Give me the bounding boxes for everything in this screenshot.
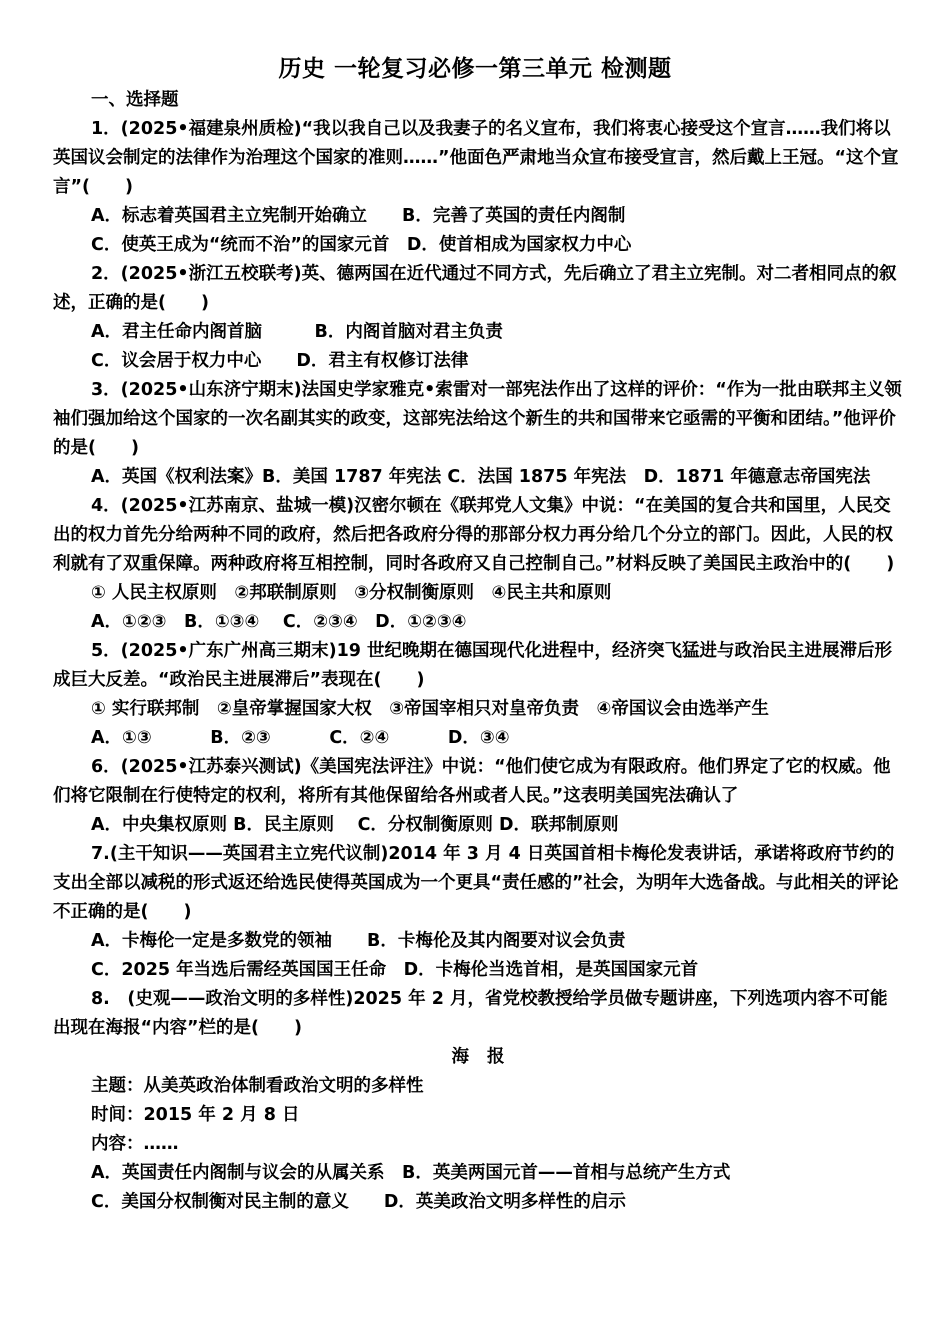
- question-3-stem: 3．(2025•山东济宁期末)法国史学家雅克•索雷对一部宪法作出了这样的评价：“作为一批由联邦主义领袖们强加给这个国家的一次名副其实的政变，这部宪法给这个新生的共和国带来它亟需的平衡和团结。”他评价的是( ): [53, 380, 902, 458]
- question-8-options-cd: C．美国分权制衡对民主制的意义 D．英美政治文明多样性的启示: [91, 1192, 626, 1212]
- poster-time: 时间：2015 年 2 月 8 日: [91, 1105, 300, 1125]
- question-5-options: A．①③ B．②③ C．②④ D．③④: [91, 728, 510, 748]
- question-6-options: A．中央集权原则 B．民主原则 C．分权制衡原则 D．联邦制原则: [91, 815, 619, 835]
- question-7-stem: 7.(主干知识——英国君主立宪代议制)2014 年 3 月 4 日英国首相卡梅伦发表讲话，承诺将政府节约的支出全部以减税的形式返还给选民使得英国成为一个更具“责任感的”社会，为明年大选备战。与此相关的评论不正确的是( ): [53, 844, 899, 922]
- question-4-options: A．①②③ B．①③④ C．②③④ D．①②③④: [91, 612, 467, 632]
- question-1-options-ab: A．标志着英国君主立宪制开始确立 B．完善了英国的责任内阁制: [91, 206, 626, 226]
- question-list: [53, 86, 903, 1217]
- question-2-options-cd: C．议会居于权力中心 D．君主有权修订法律: [91, 351, 469, 371]
- question-2-options-ab: A．君主任命内阁首脑 B．内阁首脑对君主负责: [91, 322, 503, 342]
- section-heading: 一、选择题: [91, 90, 179, 110]
- poster-title: 海报: [451, 1047, 523, 1067]
- question-8-options-ab: A．英国责任内阁制与议会的从属关系 B．英美两国元首——首相与总统产生方式: [91, 1163, 731, 1183]
- question-1-stem: 1．(2025•福建泉州质检)“我以我自己以及我妻子的名义宣布，我们将衷心接受这个宣言……我们将以英国议会制定的法律作为治理这个国家的准则……”他面色严肃地当众宣布接受宣言，然后戴上王冠。“这个宣言”( ): [53, 119, 899, 197]
- question-2-stem: 2．(2025•浙江五校联考)英、德两国在近代通过不同方式，先后确立了君主立宪制。对二者相同点的叙述，正确的是( ): [53, 264, 897, 313]
- question-7-options-cd: C．2025 年当选后需经英国国王任命 D．卡梅伦当选首相，是英国国家元首: [91, 960, 699, 980]
- page-title: 历史 一轮复习必修一第三单元 检测题: [278, 56, 672, 82]
- poster-content: 内容：……: [91, 1134, 179, 1154]
- poster-theme: 主题：从美英政治体制看政治文明的多样性: [91, 1076, 424, 1096]
- question-7-options-ab: A．卡梅伦一定是多数党的领袖 B．卡梅伦及其内阁要对议会负责: [91, 931, 626, 951]
- question-3-options: A．英国《权利法案》B．美国 1787 年宪法 C．法国 1875 年宪法 D．1871 年德意志帝国宪法: [91, 467, 871, 487]
- question-4-stem: 4．(2025•江苏南京、盐城一模)汉密尔顿在《联邦党人文集》中说：“在美国的复合共和国里，人民交出的权力首先分给两种不同的政府，然后把各政府分得的那部分权力再分给几个分立的部门。因此，人民的权利就有了双重保障。两种政府将互相控制，同时各政府又自己控制自己。”材料反映了美国民主政治中的( ): [53, 496, 895, 574]
- question-4-items: ① 人民主权原则 ②邦联制原则 ③分权制衡原则 ④民主共和原则: [91, 583, 612, 603]
- question-5-stem: 5．(2025•广东广州高三期末)19 世纪晚期在德国现代化进程中，经济突飞猛进与政治民主进展滞后形成巨大反差。“政治民主进展滞后”表现在( ): [53, 641, 893, 690]
- question-5-items: ① 实行联邦制 ②皇帝掌握国家大权 ③帝国宰相只对皇帝负责 ④帝国议会由选举产生: [91, 699, 769, 719]
- question-6-stem: 6．(2025•江苏泰兴测试)《美国宪法评注》中说：“他们使它成为有限政府。他们界定了它的权威。他们将它限制在行使特定的权利，将所有其他保留给各州或者人民。”这表明美国宪法确认了: [53, 757, 891, 806]
- question-1-options-cd: C．使英王成为“统而不治”的国家元首 D．使首相成为国家权力中心: [91, 235, 632, 255]
- question-8-stem: 8. (史观——政治文明的多样性)2025 年 2 月，省党校教授给学员做专题讲座，下列选项内容不可能出现在海报“内容”栏的是( ): [53, 989, 888, 1038]
